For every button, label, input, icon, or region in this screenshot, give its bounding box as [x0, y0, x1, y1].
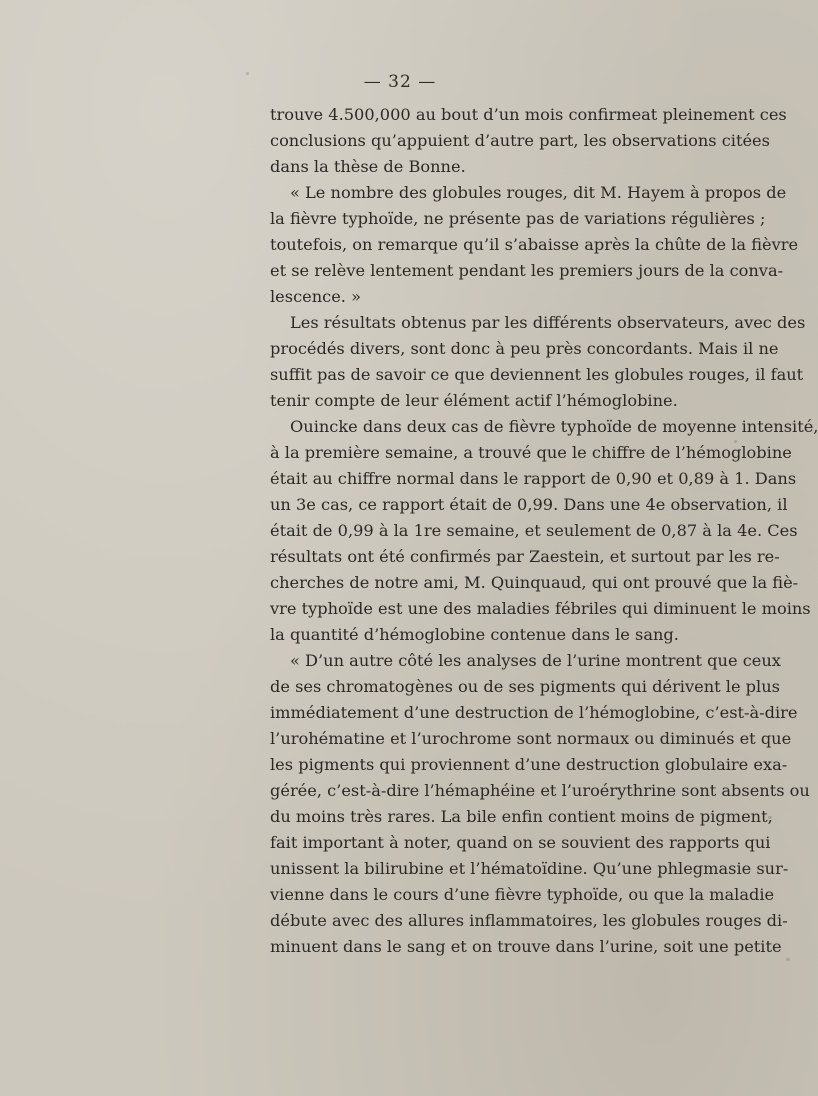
- text-line: suffit pas de savoir ce que deviennent les globules rouges, il faut: [270, 365, 804, 384]
- text-line: la fièvre typhoïde, ne présente pas de variations régulières ;: [270, 209, 766, 228]
- paper-speck: [734, 440, 737, 443]
- text-line: gérée, c’est-à-dire l’hémaphéine et l’uroérythrine sont absents ou: [270, 781, 810, 800]
- text-line: toutefois, on remarque qu’il s’abaisse après la chûte de la fièvre: [270, 235, 799, 254]
- text-line: lescence. »: [270, 287, 361, 306]
- text-line: « Le nombre des globules rouges, dit M. Hayem à propos de: [290, 183, 787, 202]
- text-line: était de 0,99 à la 1re semaine, et seulement de 0,87 à la 4e. Ces: [270, 521, 798, 540]
- text-line: un 3e cas, ce rapport était de 0,99. Dans une 4e observation, il: [270, 495, 788, 514]
- text-line: à la première semaine, a trouvé que le chiffre de l’hémoglobine: [270, 443, 792, 462]
- paper-speck: [768, 816, 772, 819]
- text-line: unissent la bilirubine et l’hématoïdine. Qu’une phlegmasie sur-: [270, 859, 789, 878]
- text-line: tenir compte de leur élément actif l’hémoglobine.: [270, 391, 678, 410]
- body-text: [270, 102, 818, 960]
- text-line: procédés divers, sont donc à peu près concordants. Mais il ne: [270, 339, 779, 358]
- text-line: fait important à noter, quand on se souvient des rapports qui: [270, 833, 771, 852]
- text-line: conclusions qu’appuient d’autre part, les observations citées: [270, 131, 770, 150]
- text-line: débute avec des allures inflammatoires, les globules rouges di-: [270, 911, 788, 930]
- text-line: l’urohématine et l’urochrome sont normaux ou diminués et que: [270, 729, 792, 748]
- text-line: immédiatement d’une destruction de l’hémoglobine, c’est-à-dire: [270, 703, 798, 722]
- text-line: de ses chromatogènes ou de ses pigments qui dérivent le plus: [270, 677, 780, 696]
- text-line: vre typhoïde est une des maladies fébriles qui diminuent le moins: [270, 599, 811, 618]
- text-line: vienne dans le cours d’une fièvre typhoïde, ou que la maladie: [270, 885, 775, 904]
- text-line: cherches de notre ami, M. Quinquaud, qui ont prouvé que la fiè-: [270, 573, 799, 592]
- text-line: Les résultats obtenus par les différents observateurs, avec des: [290, 313, 806, 332]
- text-line: du moins très rares. La bile enfin contient moins de pigment,: [270, 807, 773, 826]
- text-line: et se relève lentement pendant les premiers jours de la conva-: [270, 261, 784, 280]
- text-line: la quantité d’hémoglobine contenue dans le sang.: [270, 625, 679, 644]
- text-line: était au chiffre normal dans le rapport de 0,90 et 0,89 à 1. Dans: [270, 469, 797, 488]
- text-line: Ouincke dans deux cas de fièvre typhoïde de moyenne intensité,: [290, 417, 818, 436]
- text-line: résultats ont été confirmés par Zaestein, et surtout par les re-: [270, 547, 780, 566]
- text-line: trouve 4.500,000 au bout d’un mois confirmeat pleinement ces: [270, 105, 787, 124]
- text-line: minuent dans le sang et on trouve dans l’urine, soit une petite: [270, 937, 782, 956]
- paper-speck: [786, 958, 790, 961]
- text-line: « D’un autre côté les analyses de l’urine montrent que ceux: [290, 651, 781, 670]
- paper-speck: [246, 72, 249, 75]
- text-line: les pigments qui proviennent d’une destruction globulaire exa-: [270, 755, 788, 774]
- page-number: — 32 —: [363, 72, 437, 92]
- text-line: dans la thèse de Bonne.: [270, 157, 466, 176]
